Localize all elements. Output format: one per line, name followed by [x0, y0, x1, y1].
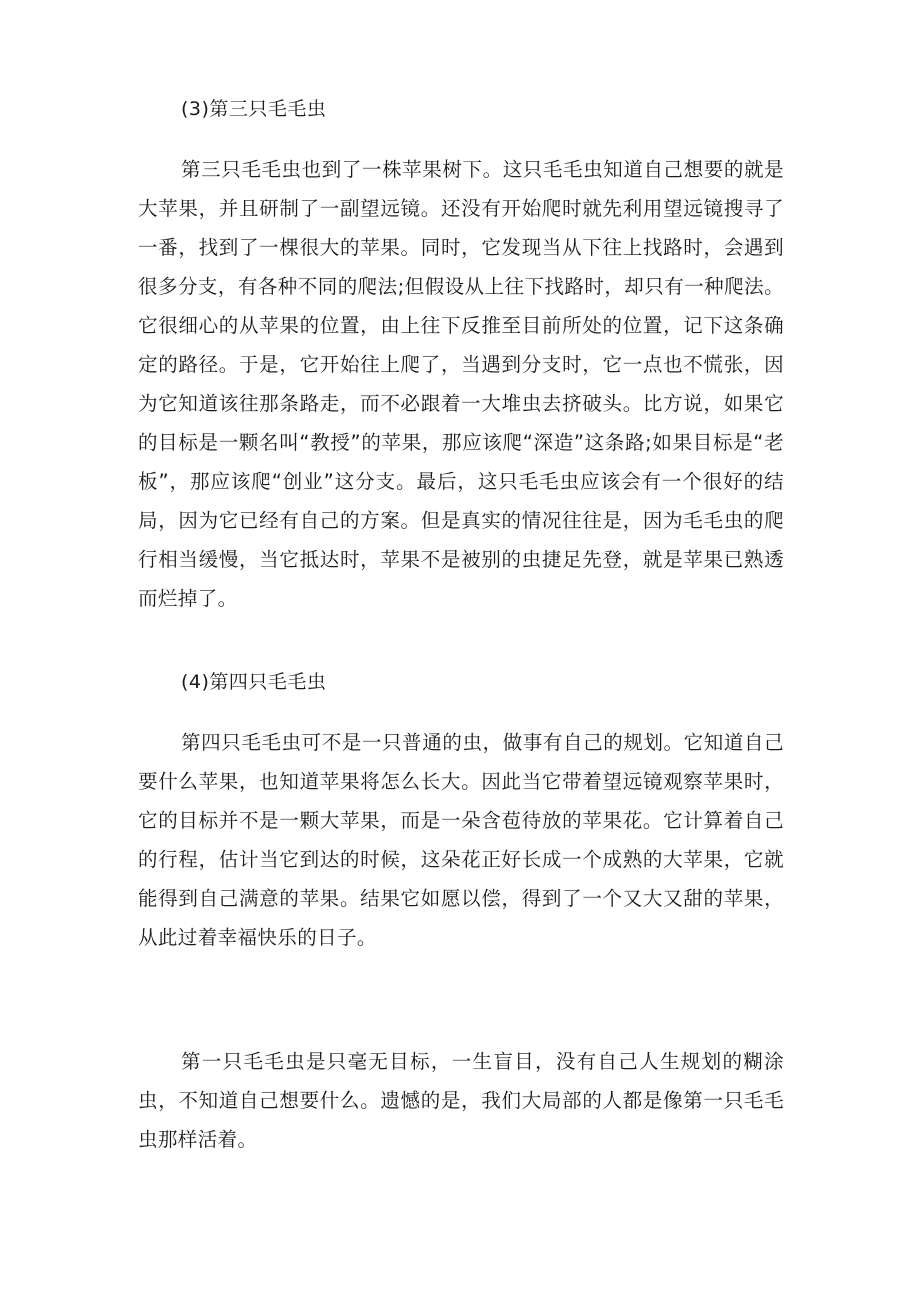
section-4-heading: (4)第四只毛毛虫 [181, 671, 327, 693]
section-4-paragraph: 第四只毛毛虫可不是一只普通的虫，做事有自己的规划。它知道自己要什么苹果，也知道苹果将怎么长大。因此当它带着望远镜观察苹果时，它的目标并不是一颗大苹果，而是一朵含苞待放的苹果花。它计算着自己的行程，估计当它到达的时候，这朵花正好长成一个成熟的大苹果，它就能得到自己满意的苹果。结果它如愿以偿，得到了一个又大又甜的苹果，从此过着幸福快乐的日子。 [138, 731, 784, 949]
section-3-heading: (3)第三只毛毛虫 [181, 98, 327, 120]
conclusion-paragraph: 第一只毛毛虫是只毫无目标，一生盲目，没有自己人生规划的糊涂虫，不知道自己想要什么。遗憾的是，我们大局部的人都是像第一只毛毛虫那样活着。 [138, 1050, 784, 1151]
section-3-paragraph: 第三只毛毛虫也到了一株苹果树下。这只毛毛虫知道自己想要的就是大苹果，并且研制了一副望远镜。还没有开始爬时就先利用望远镜搜寻了一番，找到了一棵很大的苹果。同时，它发现当从下往上找路时，会遇到很多分支，有各种不同的爬法;但假设从上往下找路时，却只有一种爬法。它很细心的从苹果的位置，由上往下反推至目前所处的位置，记下这条确定的路径。于是，它开始往上爬了，当遇到分支时，它一点也不慌张，因为它知道该往那条路走，而不必跟着一大堆虫去挤破头。比方说，如果它的目标是一颗名叫“教授”的苹果，那应该爬“深造”这条路;如果目标是“老板”，那应该爬“创业”这分支。最后，这只毛毛虫应该会有一个很好的结局，因为它已经有自己的方案。但是真实的情况往往是，因为毛毛虫的爬行相当缓慢，当它抵达时，苹果不是被别的虫捷足先登，就是苹果已熟透而烂掉了。 [138, 158, 784, 610]
